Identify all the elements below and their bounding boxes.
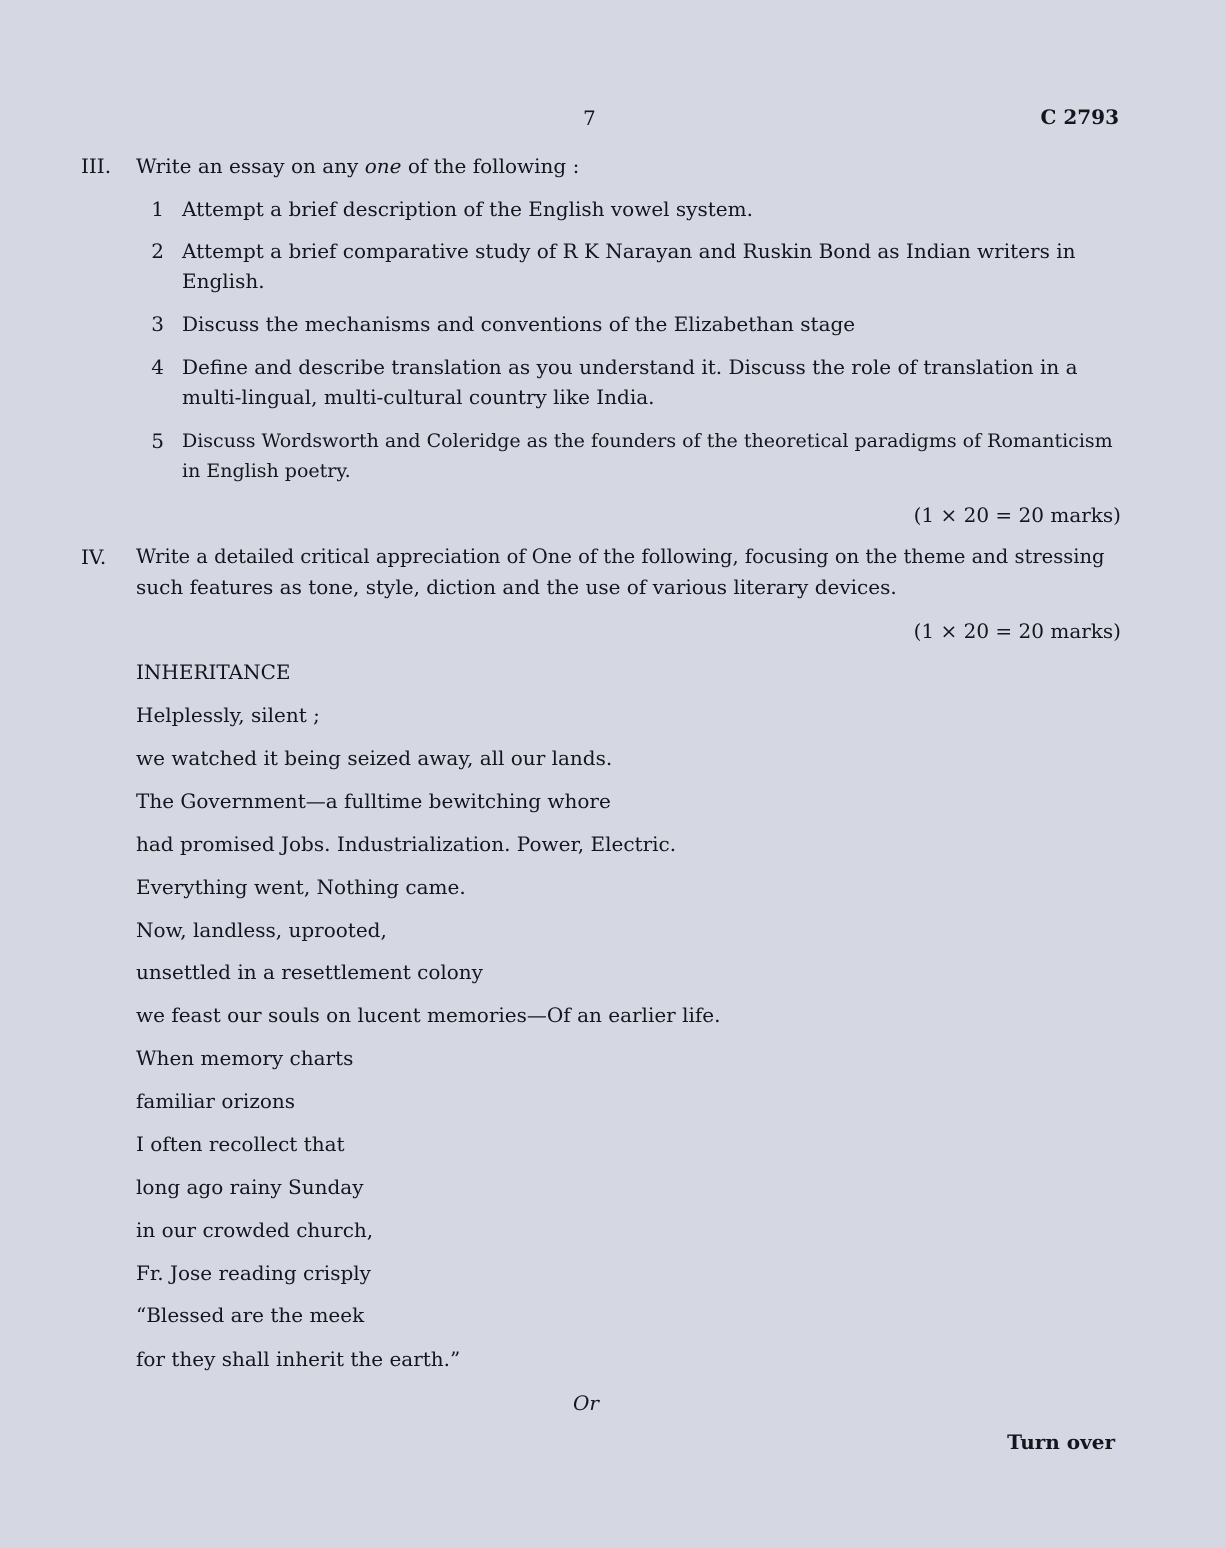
section-iii-instruction <box>136 151 579 181</box>
poem-line: “Blessed are the meek <box>136 1303 365 1327</box>
poem-line: When memory charts <box>136 1046 354 1070</box>
question-line: English. <box>182 269 265 293</box>
question-line: multi-lingual, multi-cultural country like India. <box>182 385 655 409</box>
question-text <box>182 236 1122 296</box>
poem-line: familiar orizons <box>136 1089 296 1113</box>
poem-line: we feast our souls on lucent memories—Of an earlier life. <box>136 1003 721 1027</box>
question-text <box>182 426 1122 486</box>
poem-line: for they shall inherit the earth.” <box>136 1347 461 1371</box>
poem-line: Everything went, Nothing came. <box>136 875 466 899</box>
instruction-emphasis: one <box>364 154 402 178</box>
question-line: in English poetry. <box>182 460 351 482</box>
instruction-pre: Write an essay on any <box>136 154 365 178</box>
poem-line: The Government—a fulltime bewitching whore <box>136 789 611 813</box>
poem-line: had promised Jobs. Industrialization. Power, Electric. <box>136 832 677 856</box>
turn-over: Turn over <box>1007 1430 1115 1454</box>
question-number: 1 <box>151 197 164 221</box>
paper-code: C 2793 <box>1040 105 1119 129</box>
poem-line: long ago rainy Sunday <box>136 1175 364 1199</box>
section-iii-numeral: III. <box>81 154 112 178</box>
page-number: 7 <box>583 106 596 130</box>
question-line: Define and describe translation as you understand it. Discuss the role of translation in a <box>182 355 1078 379</box>
poem-line: Fr. Jose reading crisply <box>136 1261 371 1285</box>
poem-line: Now, landless, uprooted, <box>136 918 387 942</box>
question-text: Discuss the mechanisms and conventions of the Elizabethan stage <box>182 312 856 336</box>
question-line: Attempt a brief comparative study of R K Narayan and Ruskin Bond as Indian writers in <box>182 239 1076 263</box>
section-iv-numeral: IV. <box>81 545 107 569</box>
poem-line: Helplessly, silent ; <box>136 703 320 727</box>
question-number: 2 <box>151 239 164 263</box>
section-iv-marks: (1 × 20 = 20 marks) <box>913 619 1121 643</box>
question-text <box>182 352 1122 412</box>
question-number: 3 <box>151 312 164 336</box>
section-iii-marks: (1 × 20 = 20 marks) <box>913 503 1121 527</box>
instruction-line: Write a detailed critical appreciation of One of the following, focusing on the theme and stressing <box>136 545 1105 568</box>
poem-line: we watched it being seized away, all our lands. <box>136 746 613 770</box>
or-separator: Or <box>573 1391 599 1415</box>
poem-line: unsettled in a resettlement colony <box>136 960 483 984</box>
poem-line: I often recollect that <box>136 1132 345 1156</box>
poem-title: INHERITANCE <box>136 660 291 684</box>
instruction-line: such features as tone, style, diction and the use of various literary devices. <box>136 575 897 599</box>
question-number: 4 <box>151 355 164 379</box>
section-iv-instruction <box>136 542 1121 602</box>
question-text: Attempt a brief description of the English vowel system. <box>182 197 753 221</box>
instruction-post: of the following : <box>401 154 580 178</box>
question-number: 5 <box>151 429 164 453</box>
poem-line: in our crowded church, <box>136 1218 374 1242</box>
question-line: Discuss Wordsworth and Coleridge as the founders of the theoretical paradigms of Romanticism <box>182 430 1113 452</box>
